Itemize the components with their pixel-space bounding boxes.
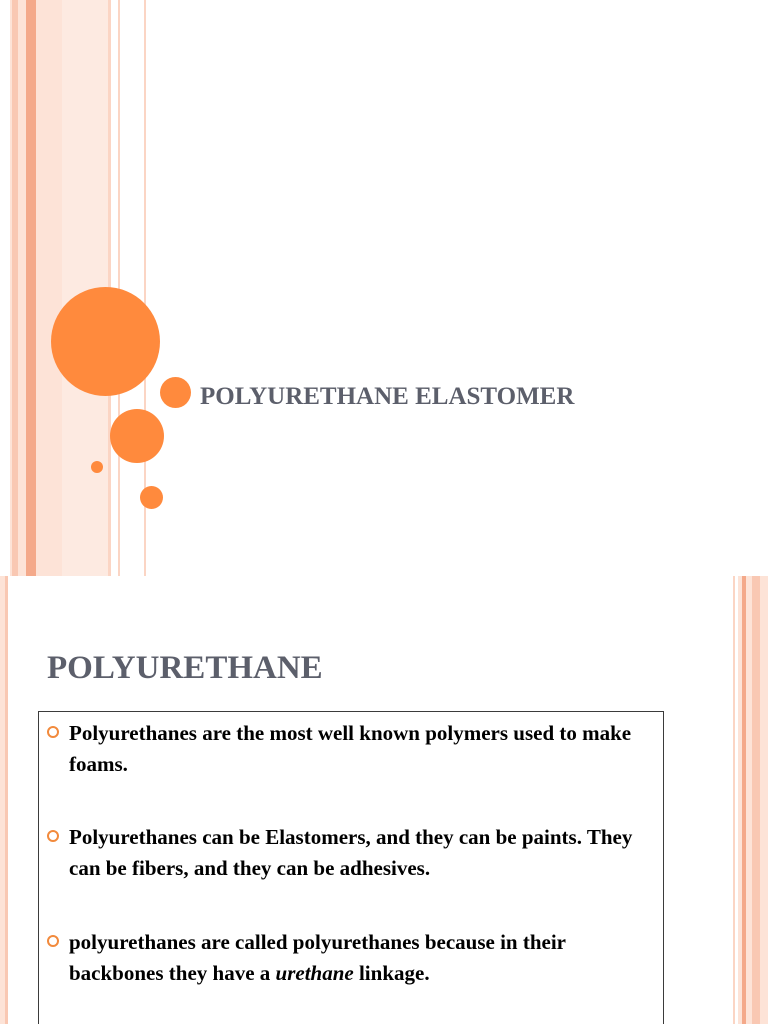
bullet-text-3-start: polyurethanes are called polyurethanes because in their backbones they have a <box>69 930 566 985</box>
right-stripe-dark <box>742 576 746 1024</box>
urethane-term: urethane <box>275 961 354 985</box>
bullet-item-1 <box>47 718 655 780</box>
bullet-text-3 <box>47 927 655 989</box>
slide-title: POLYURETHANE ELASTOMER <box>200 383 575 410</box>
right-stripe-line <box>733 576 735 1024</box>
left-edge-stripe-dark <box>5 576 8 1024</box>
bullet-list-box <box>38 711 664 1024</box>
left-stripe-thin <box>12 0 18 576</box>
left-stripe-mid <box>48 0 62 576</box>
circle-outline-icon <box>47 726 59 738</box>
right-stripe-mid <box>752 576 760 1024</box>
left-stripe-dark <box>26 0 36 576</box>
bullet-text-1: Polyurethanes are the most well known polymers used to make foams. <box>69 721 632 776</box>
content-slide <box>0 576 768 1024</box>
medium-orange-circle <box>110 409 164 463</box>
small-orange-circle <box>160 377 191 408</box>
bullet-text-2: Polyurethanes can be Elastomers, and they can be paints. They can be fibers, and they can be adhesives. <box>69 825 633 880</box>
bullet-item-2 <box>47 822 655 884</box>
lower-orange-circle <box>140 486 163 509</box>
bullet-text-3-end: linkage. <box>353 961 430 985</box>
bullet-item-3 <box>47 927 655 989</box>
large-orange-circle <box>51 287 160 396</box>
tiny-orange-circle <box>91 461 103 473</box>
circle-outline-icon <box>47 935 59 947</box>
circle-outline-icon <box>47 830 59 842</box>
content-slide-title: POLYURETHANE <box>47 650 323 686</box>
